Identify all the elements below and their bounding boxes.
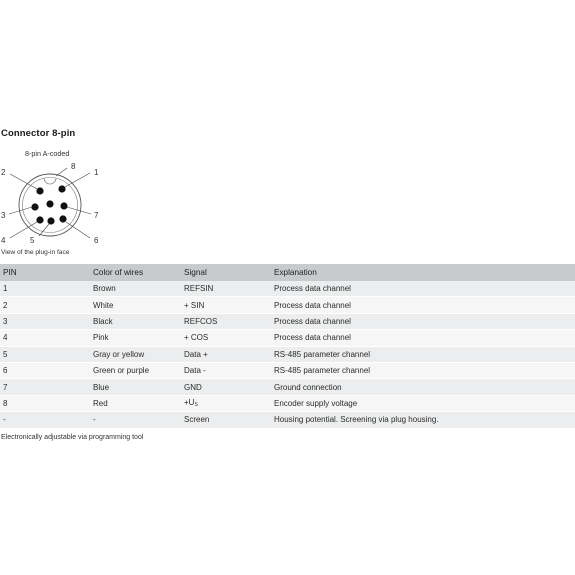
pin-2 <box>36 187 43 194</box>
cell-pin: 4 <box>0 330 90 346</box>
signal-subscript: S <box>194 402 198 409</box>
coding-label: 8-pin A-coded <box>25 149 70 158</box>
table-row <box>0 313 575 329</box>
cell-color: Black <box>90 313 181 329</box>
pin-number-3: 3 <box>1 211 6 220</box>
cell-signal: GND <box>181 379 271 395</box>
table-row <box>0 281 575 297</box>
header-explanation: Explanation <box>271 264 575 281</box>
pin-number-1: 1 <box>94 168 99 177</box>
pin-assignment-table <box>0 264 575 429</box>
pin-number-2: 2 <box>1 168 6 177</box>
cell-explanation: Housing potential. Screening via plug housing. <box>271 412 575 428</box>
cell-signal: Data + <box>181 346 271 362</box>
signal-text: +U <box>184 398 195 408</box>
cell-color: - <box>90 412 181 428</box>
cell-explanation: Process data channel <box>271 281 575 297</box>
connector-diagram <box>0 146 120 258</box>
cell-color: Green or purple <box>90 362 181 378</box>
pin-number-4: 4 <box>1 236 6 245</box>
pin-5 <box>47 217 54 224</box>
cell-pin: - <box>0 412 90 428</box>
cell-explanation: Ground connection <box>271 379 575 395</box>
cell-signal: + COS <box>181 330 271 346</box>
pin-3 <box>31 203 38 210</box>
cell-pin: 5 <box>0 346 90 362</box>
cell-explanation: Encoder supply voltage <box>271 395 575 411</box>
cell-pin: 3 <box>0 313 90 329</box>
table-header-row <box>0 264 575 281</box>
pin-number-6: 6 <box>94 236 99 245</box>
table-row <box>0 297 575 313</box>
pin-4 <box>36 216 43 223</box>
cell-signal <box>181 395 271 411</box>
table-row <box>0 346 575 362</box>
cell-signal: Data - <box>181 362 271 378</box>
header-pin: PIN <box>0 264 90 281</box>
pin-7 <box>60 202 67 209</box>
cell-explanation: Process data channel <box>271 313 575 329</box>
cell-pin: 7 <box>0 379 90 395</box>
pin-number-8: 8 <box>71 162 76 171</box>
pin-6 <box>59 215 66 222</box>
table-row <box>0 379 575 395</box>
cell-explanation: Process data channel <box>271 297 575 313</box>
view-caption: View of the plug-in face <box>1 249 70 256</box>
cell-color: Red <box>90 395 181 411</box>
cell-pin: 2 <box>0 297 90 313</box>
pin-number-7: 7 <box>94 211 99 220</box>
cell-color: Gray or yellow <box>90 346 181 362</box>
cell-pin: 1 <box>0 281 90 297</box>
table-row <box>0 395 575 411</box>
cell-pin: 8 <box>0 395 90 411</box>
cell-pin: 6 <box>0 362 90 378</box>
cell-signal: + SIN <box>181 297 271 313</box>
table-row <box>0 362 575 378</box>
cell-explanation: RS-485 parameter channel <box>271 362 575 378</box>
cell-color: White <box>90 297 181 313</box>
cell-color: Blue <box>90 379 181 395</box>
header-color: Color of wires <box>90 264 181 281</box>
cell-signal: REFCOS <box>181 313 271 329</box>
pin-1 <box>58 185 65 192</box>
cell-color: Pink <box>90 330 181 346</box>
table-row <box>0 412 575 428</box>
footnote: Electronically adjustable via programming tool <box>1 434 144 441</box>
cell-signal: REFSIN <box>181 281 271 297</box>
cell-color: Brown <box>90 281 181 297</box>
pin-8 <box>46 200 53 207</box>
cell-explanation: Process data channel <box>271 330 575 346</box>
cell-explanation: RS-485 parameter channel <box>271 346 575 362</box>
cell-signal: Screen <box>181 412 271 428</box>
header-signal: Signal <box>181 264 271 281</box>
section-heading: Connector 8-pin <box>1 128 76 139</box>
pin-number-5: 5 <box>30 236 35 245</box>
table-row <box>0 330 575 346</box>
